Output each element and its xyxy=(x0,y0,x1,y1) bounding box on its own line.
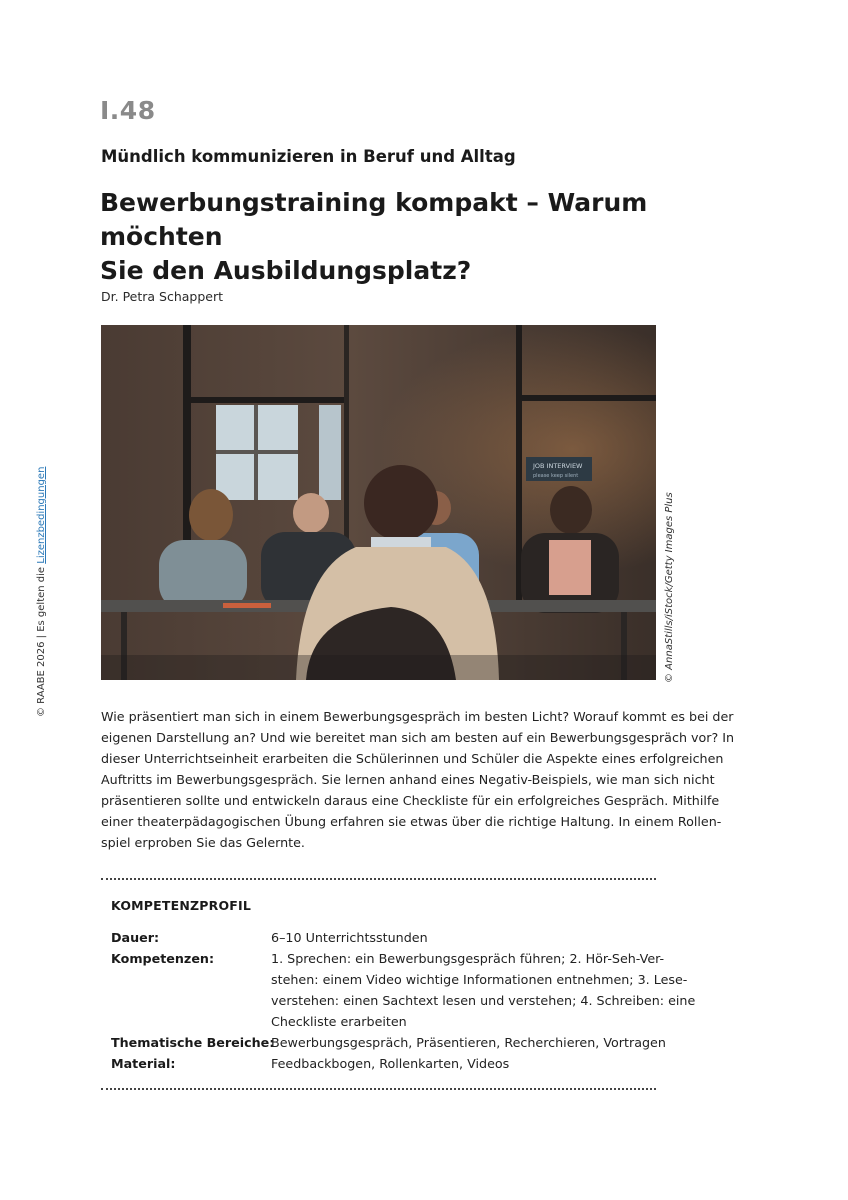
title-line-1: Bewerbungstraining kompakt – Warum möchten xyxy=(100,188,648,251)
copyright-sidebar xyxy=(32,466,50,718)
intro-line: dieser Unterrichtseinheit erarbeiten die Schülerinnen und Schüler die Aspekte eines erfolgreichen xyxy=(101,751,724,766)
divider-bottom xyxy=(101,1088,656,1090)
dauer-value-text: 6–10 Unterrichtsstunden xyxy=(271,930,428,945)
material-value-text: Feedbackbogen, Rollenkarten, Videos xyxy=(271,1056,510,1071)
intro-line: einer theaterpädagogischen Übung erfahren sie etwas über die richtige Haltung. In einem Rollen- xyxy=(101,814,722,829)
intro-paragraph xyxy=(101,706,735,853)
title-line-2: Sie den Ausbildungsplatz? xyxy=(100,256,472,285)
unit-code: I.48 xyxy=(100,96,156,125)
kompetenzen-line: Checkliste erarbeiten xyxy=(271,1014,407,1029)
license-link[interactable]: Lizenzbedingungen xyxy=(36,466,47,564)
kompetenzen-line: verstehen: einen Sachtext lesen und verstehen; 4. Schreiben: eine xyxy=(271,993,696,1008)
photo-credit xyxy=(662,492,680,685)
kompetenzen-line: stehen: einem Video wichtige Informationen entnehmen; 3. Lese- xyxy=(271,972,688,987)
kompetenzen-line: 1. Sprechen: ein Bewerbungsgespräch führen; 2. Hör-Seh-Ver- xyxy=(271,951,665,966)
photo-credit-text: © AnnaStills/iStock/Getty Images Plus xyxy=(664,492,675,683)
bereiche-value-text: Bewerbungsgespräch, Präsentieren, Recherchieren, Vortragen xyxy=(271,1035,666,1050)
copyright-text: © RAABE 2026 | Es gelten die xyxy=(36,563,47,717)
intro-line: spiel erproben Sie das Gelernte. xyxy=(101,835,305,850)
bereiche-label: Thematische Bereiche: xyxy=(111,1035,275,1050)
kompetenzen-label: Kompetenzen: xyxy=(111,951,215,966)
material-label: Material: xyxy=(111,1056,176,1071)
dauer-value xyxy=(271,927,428,948)
sign-text-1: JOB INTERVIEW xyxy=(533,462,583,470)
intro-line: präsentieren sollte und entwickeln daraus eine Checkliste für ein erfolgreiches Gespräch. Mithilfe xyxy=(101,793,720,808)
material-value xyxy=(271,1053,509,1074)
intro-line: Wie präsentiert man sich in einem Bewerbungsgespräch im besten Licht? Worauf kommt es bei der xyxy=(101,709,734,724)
kompetenzen-value xyxy=(271,948,695,1032)
kompetenzprofil-title: KOMPETENZPROFIL xyxy=(111,898,252,913)
intro-line: eigenen Darstellung an? Und wie bereitet man sich am besten auf ein Bewerbungsgespräch vor? In xyxy=(101,730,735,745)
dauer-label: Dauer: xyxy=(111,930,160,945)
job-interview-photo xyxy=(101,325,656,680)
subject-heading: Mündlich kommunizieren in Beruf und Alltag xyxy=(101,147,516,166)
intro-line: Auftritts im Bewerbungsgespräch. Sie lernen anhand eines Negativ-Beispiels, wie man sich nicht xyxy=(101,772,715,787)
sign-text-2: please keep silent xyxy=(533,473,579,479)
bereiche-value xyxy=(271,1032,666,1053)
divider-top xyxy=(101,878,656,880)
author-name: Dr. Petra Schappert xyxy=(101,289,224,304)
page-title xyxy=(100,186,680,288)
